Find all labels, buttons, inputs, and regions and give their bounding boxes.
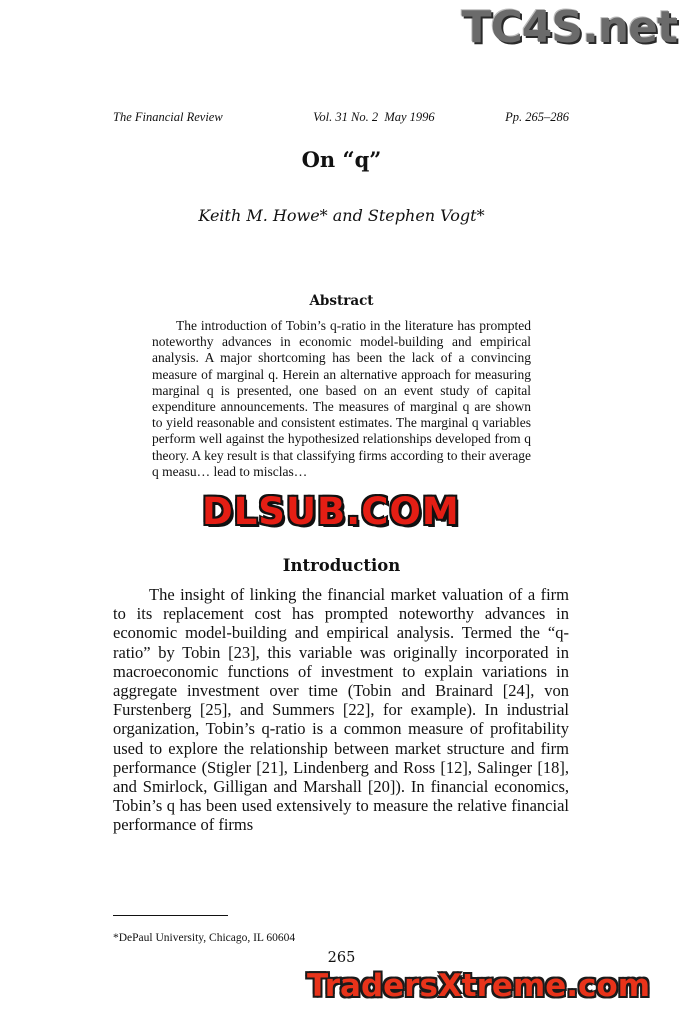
volume-issue-date	[313, 110, 435, 125]
footnote-rule	[113, 915, 228, 916]
volume-issue: Vol. 31 No. 2	[313, 110, 379, 124]
introduction-text: The insight of linking the financial market valuation of a firm to its replacement cost has prompted noteworthy advances in economic model-building and empirical analysis. Termed the “q-ratio” by Tobin [23], this variable was originally incorporated in macroeconomic functions of investment to explain variations in aggregate investment over time (Tobin and Brainard [24], von Furstenberg [25], and Summers [22], for example). In industrial organization, Tobin’s q-ratio is a common measure of profitability used to explore the relationship between market structure and firm performance (Stigler [21], Lindenberg and Ross [12], Salinger [18], and Smirlock, Gilligan and Marshall [20]). In financial economics, Tobin’s q has been used extensively to measure the relative financial performance of firms	[113, 585, 569, 835]
author-affiliation-footnote: *DePaul University, Chicago, IL 60604	[113, 932, 296, 944]
authors: Keith M. Howe* and Stephen Vogt*	[198, 206, 485, 225]
watermark-bottom: TradersXtreme.com	[307, 968, 651, 1004]
watermark-middle: DLSUB.COM	[202, 490, 460, 533]
page-number: 265	[327, 950, 356, 966]
abstract-text: The introduction of Tobin’s q-ratio in the literature has prompted noteworthy advances in economic model-building and empirical analysis. A major shortcoming has been the lack of a convincing measure of marginal q. Herein an alternative approach for measuring marginal q is presented, one based on an event study of capital expenditure announcements. The measures of marginal q are shown to yield reasonable and consistent estimates. The marginal q variables perform well against the hypothesized relationships developed from q theory. A key result is that classifying firms according to their average q measu… lead to misclas…	[152, 318, 531, 479]
issue-date: May 1996	[384, 110, 435, 124]
page-range: Pp. 265–286	[505, 110, 569, 124]
abstract-heading: Abstract	[309, 293, 374, 309]
running-header	[113, 110, 569, 125]
introduction-heading: Introduction	[282, 556, 401, 575]
watermark-top: TC4S.net	[461, 2, 677, 53]
journal-name: The Financial Review	[113, 110, 223, 124]
paper-title: On “q”	[301, 147, 382, 172]
